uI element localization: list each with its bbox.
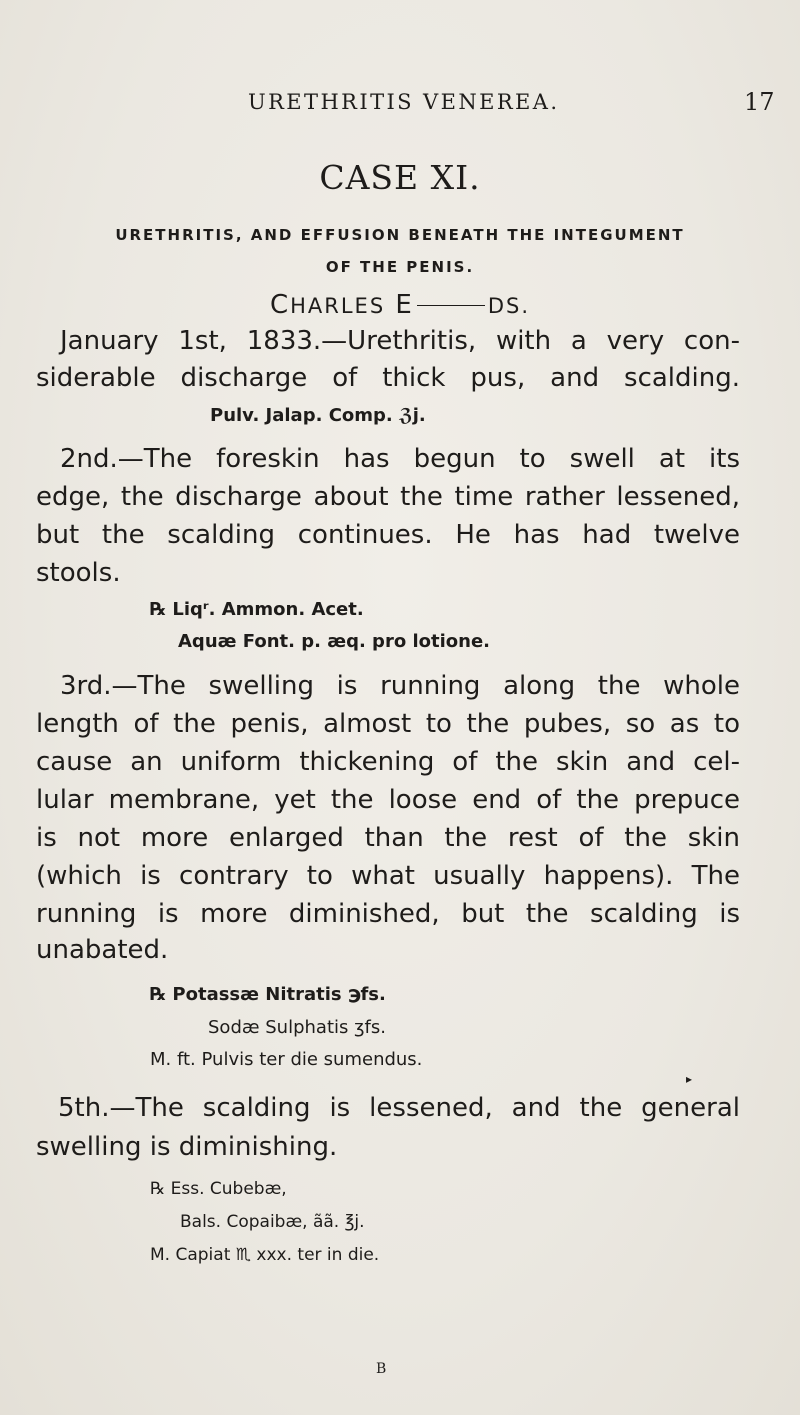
patient-last-end: DS.	[487, 294, 531, 318]
entry-3-line-5: is not more enlarged than the rest of the skin	[36, 823, 740, 853]
entry-3-line-3: cause an uniform thickening of the skin and cel-	[36, 747, 740, 777]
entry-2-line-4: stools.	[36, 558, 121, 588]
name-redaction-dash	[417, 305, 485, 306]
entry-3-prescription-1: ℞ Potassæ Nitratis ℈fs.	[150, 984, 386, 1005]
entry-3-prescription-2: Sodæ Sulphatis ʒfs.	[208, 1017, 386, 1038]
stray-mark: ▸	[686, 1072, 693, 1086]
entry-3-line-7: running is more diminished, but the scalding is	[36, 899, 740, 929]
case-title: CASE XI.	[319, 158, 481, 197]
entry-3-prescription-3: M. ft. Pulvis ter die sumendus.	[150, 1049, 423, 1070]
entry-2-line-2: edge, the discharge about the time rather lessened,	[36, 482, 740, 512]
page-number: 17	[744, 88, 775, 116]
entry-3-line-6: (which is contrary to what usually happens). The	[36, 861, 740, 891]
entry-4-line-2: swelling is diminishing.	[36, 1132, 338, 1162]
running-head: URETHRITIS VENEREA.	[248, 90, 560, 114]
entry-2-line-3: but the scalding continues. He has had twelve	[36, 520, 740, 550]
patient-last-initial: E	[395, 290, 414, 320]
patient-name	[0, 290, 800, 320]
entry-1-line-2: siderable discharge of thick pus, and scalding.	[36, 363, 740, 393]
entry-3-line-4: lular membrane, yet the loose end of the prepuce	[36, 785, 740, 815]
entry-1-prescription-1: Pulv. Jalap. Comp. ℨj.	[210, 405, 426, 426]
entry-4-prescription-1: ℞ Ess. Cubebæ,	[150, 1179, 287, 1199]
entry-2-line-1: 2nd.—The foreskin has begun to swell at its	[60, 444, 740, 474]
signature-mark: B	[376, 1361, 387, 1377]
case-subtitle-line-1: URETHRITIS, AND EFFUSION BENEATH THE INTEGUMENT	[115, 226, 685, 244]
patient-initial: C	[269, 290, 291, 320]
entry-2-prescription-1: ℞ Liqʳ. Ammon. Acet.	[150, 599, 364, 620]
entry-4-prescription-2: Bals. Copaibæ, ãã. ℥j.	[180, 1212, 365, 1232]
case-subtitle-line-2: OF THE PENIS.	[325, 258, 475, 276]
entry-1-line-1: January 1st, 1833.—Urethritis, with a very con-	[60, 326, 740, 356]
entry-3-line-2: length of the penis, almost to the pubes, so as to	[36, 709, 740, 739]
entry-2-prescription-2: Aquæ Font. p. æq. pro lotione.	[178, 631, 490, 652]
entry-4-line-1: 5th.—The scalding is lessened, and the general	[58, 1093, 740, 1123]
entry-3-line-1: 3rd.—The swelling is running along the whole	[60, 671, 740, 701]
entry-3-line-8: unabated.	[36, 935, 169, 965]
entry-4-prescription-3: M. Capiat ♏ xxx. ter in die.	[150, 1245, 380, 1265]
patient-first-name: HARLES	[290, 294, 386, 318]
